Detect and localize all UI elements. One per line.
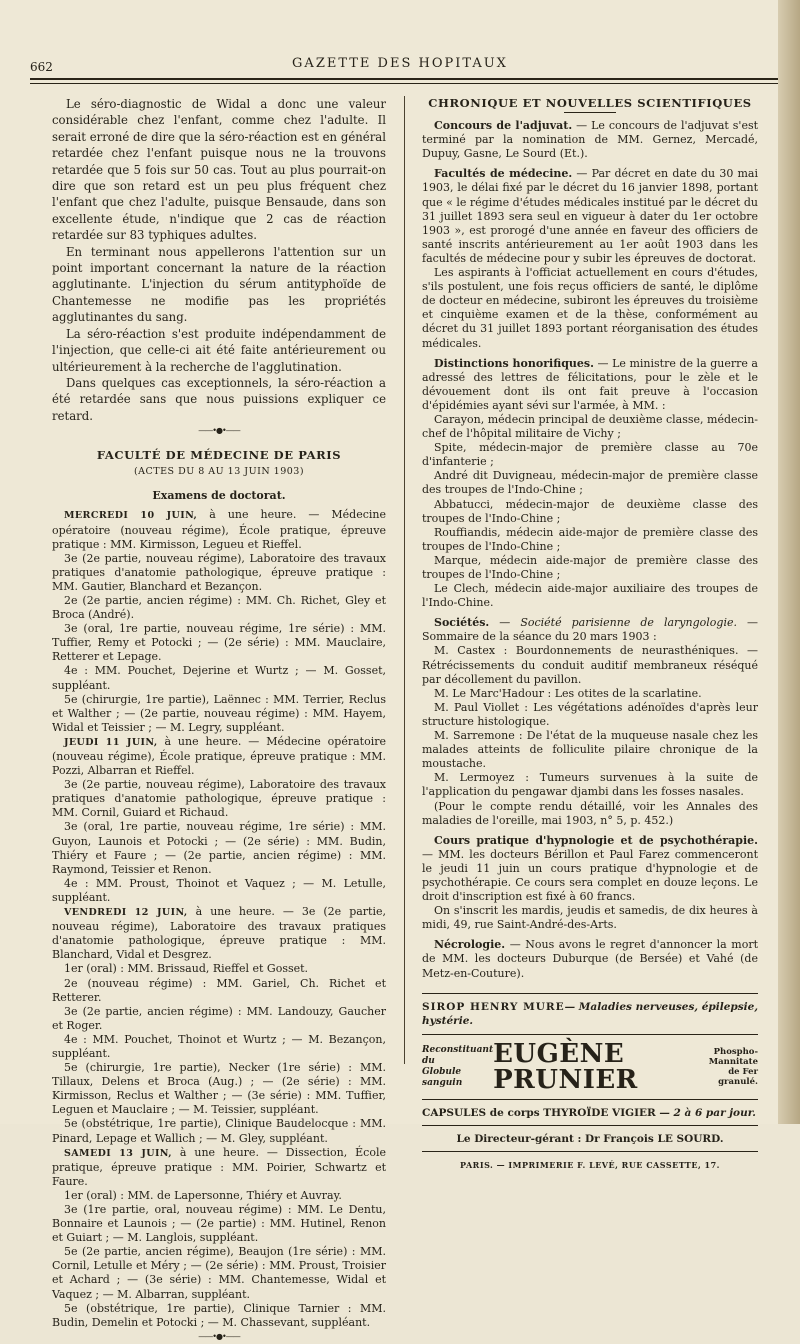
title-rule	[564, 112, 616, 113]
fer-text: de Fer granulé.	[718, 1066, 758, 1087]
intro-paragraph: Dans quelques cas exceptionnels, la séro-réaction a été retardée sans que nous puissions expliquer ce retard.	[52, 375, 386, 423]
news-text: — Le ministre de la guerre a adressé des lettres de félicitations, pour le zèle et le dévouement dont ils ont fait preuve à l'occasion d'épidémies ayant sévi sur l'armée, à MM. :	[422, 356, 758, 412]
exam-item: 3e (oral, 1re partie, nouveau régime, 1re série) : MM. Guyon, Launois et Potocki ; — (2e série) : MM. Budin, Thiéry et Faure ; — (2e partie, ancien régime) : MM. Raymond, Teissier et Renon.	[52, 820, 386, 876]
society-name: — Société parisienne de laryngologie.	[499, 616, 737, 630]
society-entry: M. Paul Viollet : Les végétations adénoïdes d'après leur structure histologique.	[422, 700, 758, 728]
news-paragraph: On s'inscrit les mardis, jeudis et samedis, de dix heures à midi, 49, rue Saint-André-des-Arts.	[422, 904, 758, 932]
news-item	[422, 938, 758, 980]
honor-entry: Le Clech, médecin aide-major auxiliaire des troupes de l'Indo-Chine.	[422, 582, 758, 610]
exams-title: Examens de doctorat.	[152, 489, 286, 503]
exam-item: 4e : MM. Proust, Thoinot et Vaquez ; — M. Letulle, suppléant.	[52, 876, 386, 904]
exam-item: 5e (chirurgie, 1re partie), Laënnec : MM. Terrier, Reclus et Walther ; — (2e partie, nouveau régime) : MM. Hayem, Widal et Teissier ; — M. Legry, suppléant.	[52, 692, 386, 734]
section-ornament: ——•●•——	[198, 426, 240, 436]
exam-item: 3e (oral, 1re partie, nouveau régime, 1re série) : MM. Tuffier, Remy et Potocki ; — (2e série) : MM. Mauclaire, Retterer et Lepage.	[52, 622, 386, 664]
news-text: — MM. les docteurs Bérillon et Paul Farez commenceront le jeudi 11 juin un cours pratique d'hypnologie et de psychothérapie. Ce cours sera complet en douze leçons. Le droit d'inscription est fixé à 60 francs.	[422, 847, 758, 904]
prunier-brand: EUGÈNE PRUNIER	[493, 1038, 638, 1095]
day-text: à une heure. — Dissection, École pratique, épreuve pratique : MM. Poirier, Schwartz et Faure.	[52, 1145, 386, 1188]
day-label: MERCREDI 10 JUIN,	[64, 510, 198, 522]
news-label: Cours pratique d'hypnologie et de psychothérapie.	[434, 833, 758, 847]
left-column	[52, 96, 386, 1344]
intro-paragraph: En terminant nous appellerons l'attention sur un point important concernant la nature de la réaction agglutinante. L'injection du sérum antityphoïde de Chantemesse ne modifie pas les propriétés agglutinantes du sang.	[52, 244, 386, 325]
society-entry: M. Sarremone : De l'état de la muqueuse nasale chez les malades atteints de folliculite pilaire chronique de la moustache.	[422, 729, 758, 771]
journal-title: GAZETTE DES HOPITAUX	[292, 56, 508, 71]
right-column	[422, 96, 758, 1172]
news-label: Distinctions honorifiques.	[434, 356, 594, 370]
news-text: — Le concours de l'adjuvat s'est terminé par la nomination de MM. Gernez, Mercadé, Dupuy, Gasne, Le Sourd (Et.).	[422, 119, 759, 161]
society-entry: M. Le Marc'Hadour : Les otites de la scarlatine.	[434, 686, 702, 700]
exam-item: 3e (2e partie, ancien régime) : MM. Landouzy, Gaucher et Roger.	[52, 1004, 386, 1032]
exam-item: 2e (2e partie, ancien régime) : MM. Ch. Richet, Gley et Broca (André).	[52, 593, 386, 622]
intro-paragraph: La séro-réaction s'est produite indépendamment de l'injection, que celle-ci ait été faite antérieurement ou ultérieurement à la recherche de l'agglutination.	[52, 326, 386, 374]
news-text: — Par décret en date du 30 mai 1903, le délai fixé par le décret du 16 janvier 1898, portant que « le régime d'études médicales institué par le décret du 31 juillet 1893 sera seul en vigueur à dater du 1er octobre 1903 », est prorogé d'une année en faveur des officiers de santé inscrits antérieurement au 1er août 1903 dans les facultés de médecine pour y subir les épreuves de doctorat.	[422, 167, 758, 265]
exam-item: 4e : MM. Pouchet, Thoinot et Wurtz ; — M. Bezançon, suppléant.	[52, 1032, 386, 1060]
exam-item: 5e (2e partie, ancien régime), Beaujon (1re série) : MM. Cornil, Letulle et Méry ; — (2e série) : MM. Proust, Troisier et Achard ; — (3e série) : MM. Chantemesse, Widal et Vaquez ; — M. Albarran, suppléant.	[52, 1245, 386, 1301]
day-text: à une heure. — Médecine opératoire (nouveau régime), École pratique, épreuve pratique : MM. Pozzi, Albarran et Rieffel.	[52, 734, 387, 778]
exam-item: 3e (2e partie, nouveau régime), Laboratoire des travaux pratiques d'anatomie pathologique, épreuve pratique : MM. Gautier, Blanchard et Bezançon.	[52, 551, 386, 593]
exam-item: 1er (oral) : MM. Brissaud, Rieffel et Gosset.	[64, 962, 309, 976]
faculty-subtitle: (ACTES DU 8 AU 13 JUIN 1903)	[133, 466, 305, 478]
exam-item: 4e : MM. Pouchet, Dejerine et Wurtz ; — M. Gosset, suppléant.	[52, 664, 386, 692]
sirop-ad	[422, 993, 758, 1028]
society-entry: (Pour le compte rendu détaillé, voir les Annales des maladies de l'oreille, mai 1903, n° 5, p. 452.)	[422, 799, 758, 827]
capsules-dose: — 2 à 6 par jour.	[659, 1106, 756, 1119]
news-item	[422, 834, 758, 904]
day-label: SAMEDI 13 JUIN,	[64, 1147, 172, 1159]
header-rule	[30, 78, 778, 80]
honor-entry: Carayon, médecin principal de deuxième classe, médecin-chef de l'hôpital militaire de Vichy ;	[422, 412, 759, 441]
news-label: Facultés de médecine.	[434, 167, 573, 181]
prunier-ad-left	[422, 1045, 493, 1089]
day-label: JEUDI 11 JUIN,	[64, 736, 158, 748]
exam-item: 1er (oral) : MM. de Lapersonne, Thiéry et Auvray.	[64, 1188, 342, 1202]
news-item	[422, 357, 758, 413]
society-entry: M. Lermoyez : Tumeurs survenues à la suite de l'application du pengawar djambi dans les fosses nasales.	[422, 771, 758, 799]
capsules-ad	[422, 1106, 758, 1126]
honor-entry: Spite, médecin-major de première classe au 70e d'infanterie ;	[422, 441, 758, 469]
globule-text: Globule sanguin	[422, 1066, 463, 1088]
news-text: — Nous avons le regret d'annoncer la mort de MM. les docteurs Duburque (de Bersée) et Vahé (de Metz-en-Couture).	[422, 938, 759, 980]
sirop-tagline: — Maladies nerveuses, épilepsie, hystérie.	[422, 1000, 758, 1027]
news-item	[422, 167, 758, 266]
reconstituant-text: Reconstituant du	[422, 1044, 494, 1066]
exam-day	[52, 735, 386, 778]
news-label: Nécrologie.	[434, 938, 506, 952]
honor-entry: Abbatucci, médecin-major de deuxième classe des troupes de l'Indo-Chine ;	[422, 497, 758, 525]
sirop-brand: SIROP HENRY MURE	[422, 1000, 565, 1013]
news-text: — Sommaire de la séance du 20 mars 1903 :	[422, 616, 758, 644]
honor-entry: Marque, médecin aide-major de première classe des troupes de l'Indo-Chine ;	[422, 553, 758, 581]
exam-item: 5e (chirurgie, 1re partie), Necker (1re série) : MM. Tillaux, Delens et Broca (Aug.) ; — (2e série) : MM. Kirmisson, Reclus et Walther ; — (3e série) : MM. Tuffier, Leguen et Mauclaire ; — M. Teissier, suppléant.	[52, 1061, 386, 1117]
news-label: Concours de l'adjuvat.	[434, 119, 573, 133]
day-text: à une heure. — Médecine opératoire (nouveau régime), École pratique, épreuve pratique : MM. Kirmisson, Legueu et Rieffel.	[52, 508, 387, 551]
director-line: Le Directeur-gérant : Dr François LE SOURD.	[422, 1132, 758, 1152]
capsules-name: CAPSULES de corps THYROÏDE VIGIER	[422, 1106, 656, 1119]
exam-item: 3e (1re partie, oral, nouveau régime) : MM. Le Dentu, Bonnaire et Launois ; — (2e partie) : MM. Hutinel, Renon et Guiart ; — M. Langlois, suppléant.	[52, 1203, 386, 1245]
exam-day	[52, 1146, 386, 1189]
prunier-ad-right	[693, 1047, 758, 1087]
society-entry: M. Castex : Bourdonnements de neurasthéniques. — Rétrécissements du conduit auditif membraneux réséqué par décollement du pavillon.	[422, 644, 758, 686]
exam-day	[52, 905, 386, 962]
exam-item: 5e (obstétrique, 1re partie), Clinique Baudelocque : MM. Pinard, Lepage et Wallich ; — M. Gley, suppléant.	[52, 1117, 386, 1145]
exam-item: 2e (nouveau régime) : MM. Gariel, Ch. Richet et Retterer.	[52, 976, 386, 1004]
honor-entry: André dit Duvigneau, médecin-major de première classe des troupes de l'Indo-Chine ;	[422, 469, 758, 497]
exam-item: 5e (obstétrique, 1re partie), Clinique Tarnier : MM. Budin, Demelin et Potocki ; — M. Chassevant, suppléant.	[52, 1301, 386, 1329]
news-item	[422, 616, 758, 644]
news-label: Sociétés.	[434, 616, 490, 630]
page-edge	[778, 0, 800, 1124]
column-divider	[404, 96, 405, 1064]
news-paragraph: Les aspirants à l'officiat actuellement en cours d'études, s'ils postulent, une fois reçus officiers de santé, le diplôme de docteur en médecine, subiront les épreuves du troisième et cinquième examen et de la thèse, conformément au décret du 31 juillet 1893 portant réorganisation des études médicales.	[422, 266, 758, 350]
honor-entry: Rouffiandis, médecin aide-major de première classe des troupes de l'Indo-Chine ;	[422, 525, 758, 553]
intro-paragraph: Le séro-diagnostic de Widal a donc une valeur considérable chez l'enfant, comme chez l'adulte. Il serait erroné de dire que la séro-réaction est en général retardée chez l'enfant puisque nous ne la trouvons retardée que 5 fois sur 50 cas. Tout au plus pourrait-on dire que son retard est un peu plus fréquent chez l'enfant que chez l'adulte, puisque Bensaude, dans son excellente étude, n'indique que 2 cas de réaction retardée sur 83 typhiques adultes.	[52, 97, 386, 243]
prunier-ad	[422, 1034, 758, 1100]
intro-text	[52, 96, 386, 424]
day-text: à une heure. — 3e (2e partie, nouveau régime), Laboratoire des travaux pratiques d'anatomie pathologique, épreuve pratique : MM. Blanchard, Vidal et Desgrez.	[52, 905, 386, 962]
page-number: 662	[30, 60, 53, 74]
news-item	[422, 119, 758, 161]
end-ornament: ——•●•——	[198, 1331, 240, 1341]
day-label: VENDREDI 12 JUIN,	[64, 907, 188, 919]
exam-day	[52, 508, 386, 551]
phospho-text: Phospho-Mannitate	[708, 1046, 758, 1067]
printer-line: PARIS. — IMPRIMERIE F. LEVÉ, RUE CASSETTE, 17.	[460, 1160, 720, 1170]
faculty-title: FACULTÉ DE MÉDECINE DE PARIS	[96, 448, 342, 463]
chronicle-title: CHRONIQUE ET NOUVELLES SCIENTIFIQUES	[428, 96, 752, 110]
exam-item: 3e (2e partie, nouveau régime), Laboratoire des travaux pratiques d'anatomie pathologique, épreuve pratique : MM. Cornil, Guiard et Richaud.	[52, 778, 386, 820]
header-rule-thin	[30, 83, 778, 84]
